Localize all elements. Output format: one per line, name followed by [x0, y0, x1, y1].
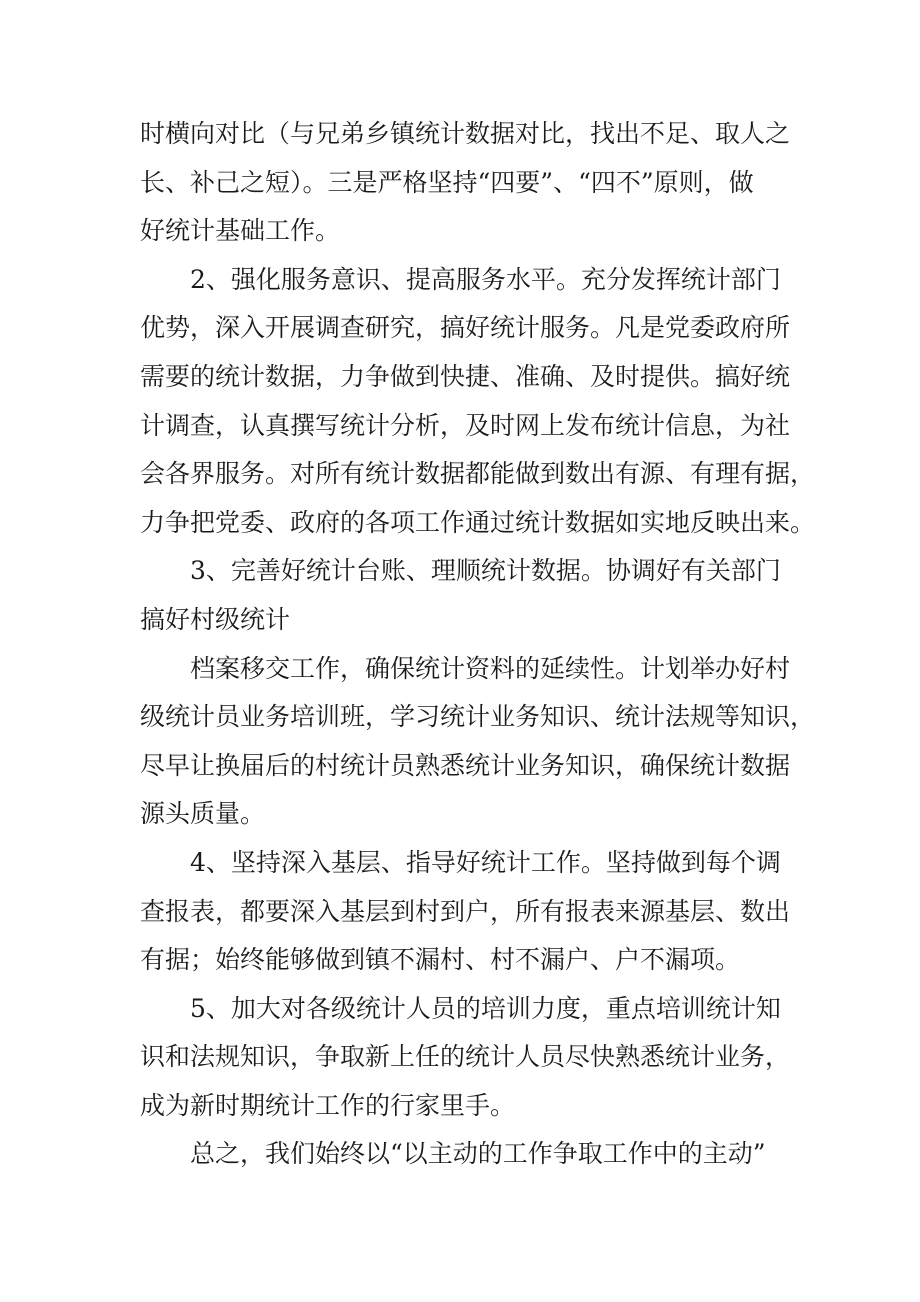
text-line: 力争把党委、政府的各项工作通过统计数据如实地反映出来。	[140, 507, 816, 537]
text-line: 优势，深入开展调查研究，搞好统计服务。凡是党委政府所	[140, 313, 791, 343]
text-line: 时横向对比（与兄弟乡镇统计数据对比，找出不足、取人之	[140, 119, 791, 148]
document-body	[140, 110, 816, 1179]
text-line: 4、坚持深入基层、指导好统计工作。坚持做到每个调	[190, 847, 781, 877]
text-line: 档案移交工作，确保统计资料的延续性。计划举办好村	[190, 653, 791, 683]
text-line: 尽早让换届后的村统计员熟悉统计业务知识，确保统计数据	[140, 750, 791, 780]
text-line: 3、完善好统计台账、理顺统计数据。协调好有关部门	[190, 556, 781, 586]
text-line: 5、加大对各级统计人员的培训力度，重点培训统计知	[190, 993, 781, 1023]
text-line: 查报表，都要深入基层到村到户，所有报表来源基层、数出	[140, 896, 791, 926]
text-line: 计调查，认真撰写统计分析，及时网上发布统计信息，为社	[140, 410, 791, 440]
text-line: 总之，我们始终以“以主动的工作争取工作中的主动”	[190, 1139, 766, 1169]
text-line: 好统计基础工作。	[140, 216, 341, 246]
text-line: 有据；始终能够做到镇不漏村、村不漏户、户不漏项。	[140, 945, 741, 975]
text-line: 需要的统计数据，力争做到快捷、准确、及时提供。搞好统	[140, 361, 791, 391]
text-line: 源头质量。	[140, 799, 266, 829]
text-line: 识和法规知识，争取新上任的统计人员尽快熟悉统计业务，	[140, 1042, 791, 1072]
text-line: 2、强化服务意识、提高服务水平。充分发挥统计部门	[190, 264, 781, 294]
text-line: 成为新时期统计工作的行家里手。	[140, 1090, 516, 1120]
text-line: 长、补己之短）。三是严格坚持“四要”、“四不”原则，做	[140, 167, 754, 197]
text-line: 级统计员业务培训班，学习统计业务知识、统计法规等知识，	[140, 702, 816, 732]
text-line: 会各界服务。对所有统计数据都能做到数出有源、有理有据，	[140, 459, 816, 489]
text-line: 搞好村级统计	[140, 604, 291, 634]
